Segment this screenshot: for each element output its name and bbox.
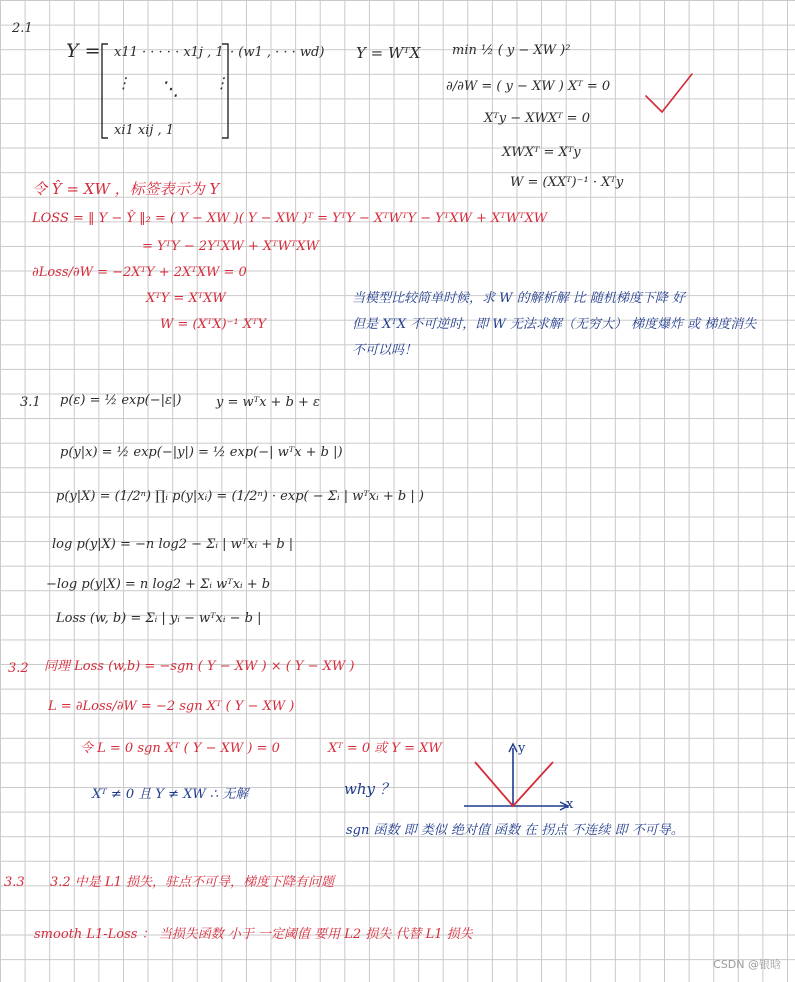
model-equation: Y = WᵀX <box>356 44 421 62</box>
log-likelihood: log p(y|X) = −n log2 − Σᵢ | wᵀxᵢ + b | <box>52 537 294 552</box>
matrix-row-n: xi1 xij , 1 <box>114 123 175 138</box>
sgn-loss: 同理 Loss (w,b) = −sgn ( Y − XW ) × ( Y − XW ) <box>44 659 355 674</box>
min-objective: min ½ ( y − XW )² <box>452 43 571 58</box>
section-2-1-label: 2.1 <box>12 21 33 36</box>
matrix-col-1: ⋮ <box>116 74 131 92</box>
red-normal-equation: XᵀY = XᵀXW <box>146 291 226 306</box>
derivation-1: ∂/∂W = ( y − XW ) Xᵀ = 0 <box>446 79 611 94</box>
red-definition: 令 Ŷ = XW ，标签表示为 Y <box>32 180 220 198</box>
watermark: CSDN @银晗 <box>713 958 781 971</box>
smooth-l1: smooth L1-Loss ： 当损失函数 小于 一定阈值 要用 L2 损失 代替 L1 损失 <box>34 927 473 942</box>
derivation-2: Xᵀy − XWXᵀ = 0 <box>484 111 590 126</box>
section-3-1-label: 3.1 <box>20 395 41 410</box>
abs-curve <box>475 762 553 806</box>
likelihood-product: p(y|X) = (1/2ⁿ) ∏ᵢ p(y|xᵢ) = (1/2ⁿ) · exp( − Σᵢ | wᵀxᵢ + b | ) <box>56 489 424 504</box>
red-loss-expansion: LOSS = ‖ Y − Ŷ ‖₂ = ( Y − XW )( Y − XW )ᵀ = YᵀY − XᵀWᵀY − YᵀXW + XᵀWᵀXW <box>32 211 548 226</box>
note-line-2: 但是 XᵀX 不可逆时，即 W 无法求解（无穷大） 梯度爆炸 或 梯度消失 <box>352 317 757 332</box>
matrix-col-last: ⋮ <box>214 74 229 92</box>
noise-model: y = wᵀx + b + ε <box>216 395 321 410</box>
no-solution: Xᵀ ≠ 0 且 Y ≠ XW ∴ 无解 <box>92 787 249 802</box>
red-loss-simplified: = YᵀY − 2YᵀXW + XᵀWᵀXW <box>142 239 320 254</box>
l1-loss: Loss (w, b) = Σᵢ | yᵢ − wᵀxᵢ − b | <box>56 611 262 626</box>
note-line-1: 当模型比较简单时候，求 W 的解析解 比 随机梯度下降 好 <box>352 291 686 306</box>
neg-log-likelihood: −log p(y|X) = n log2 + Σᵢ wᵀxᵢ + b <box>46 577 271 592</box>
matrix-diagonal: ⋱ <box>160 78 179 100</box>
derivation-4: W = (XXᵀ)⁻¹ · Xᵀy <box>510 175 624 190</box>
red-gradient: ∂Loss/∂W = −2XᵀY + 2XᵀXW = 0 <box>32 265 247 280</box>
weight-vector: · (w1 , · · · wd) <box>230 45 325 60</box>
section-3-3-label: 3.3 <box>4 875 25 890</box>
zero-condition: Xᵀ = 0 或 Y = XW <box>328 741 442 756</box>
check-mark <box>646 74 692 112</box>
sgn-gradient: L = ∂Loss/∂W = −2 sgn Xᵀ ( Y − XW ) <box>48 699 295 714</box>
section-3-2-label: 3.2 <box>8 661 29 676</box>
matrix-right-bracket <box>222 44 228 138</box>
why-question: why ？ <box>344 780 395 798</box>
l1-issue: 3.2 中是 L1 损失，驻点不可导，梯度下降有问题 <box>50 875 334 890</box>
likelihood-single: p(y|x) = ½ exp(−|y|) = ½ exp(−| wᵀx + b |) <box>60 445 343 460</box>
sgn-note: sgn 函数 即 类似 绝对值 函数 在 拐点 不连续 即 不可导。 <box>346 823 684 838</box>
matrix-lhs: Y = <box>66 40 101 62</box>
matrix-left-bracket <box>102 44 108 138</box>
set-zero: 令 L = 0 sgn Xᵀ ( Y − XW ) = 0 <box>80 741 280 756</box>
matrix-row-1: x11 · · · · · x1j , 1 <box>114 45 224 60</box>
derivation-3: XWXᵀ = Xᵀy <box>502 145 581 160</box>
axis-y-label: y <box>518 741 526 756</box>
laplace-pdf: p(ε) = ½ exp(−|ε|) <box>60 393 182 408</box>
red-solution: W = (XᵀX)⁻¹ XᵀY <box>160 317 267 332</box>
axis-x-label: x <box>566 797 574 812</box>
note-line-3: 不可以吗！ <box>352 343 418 358</box>
